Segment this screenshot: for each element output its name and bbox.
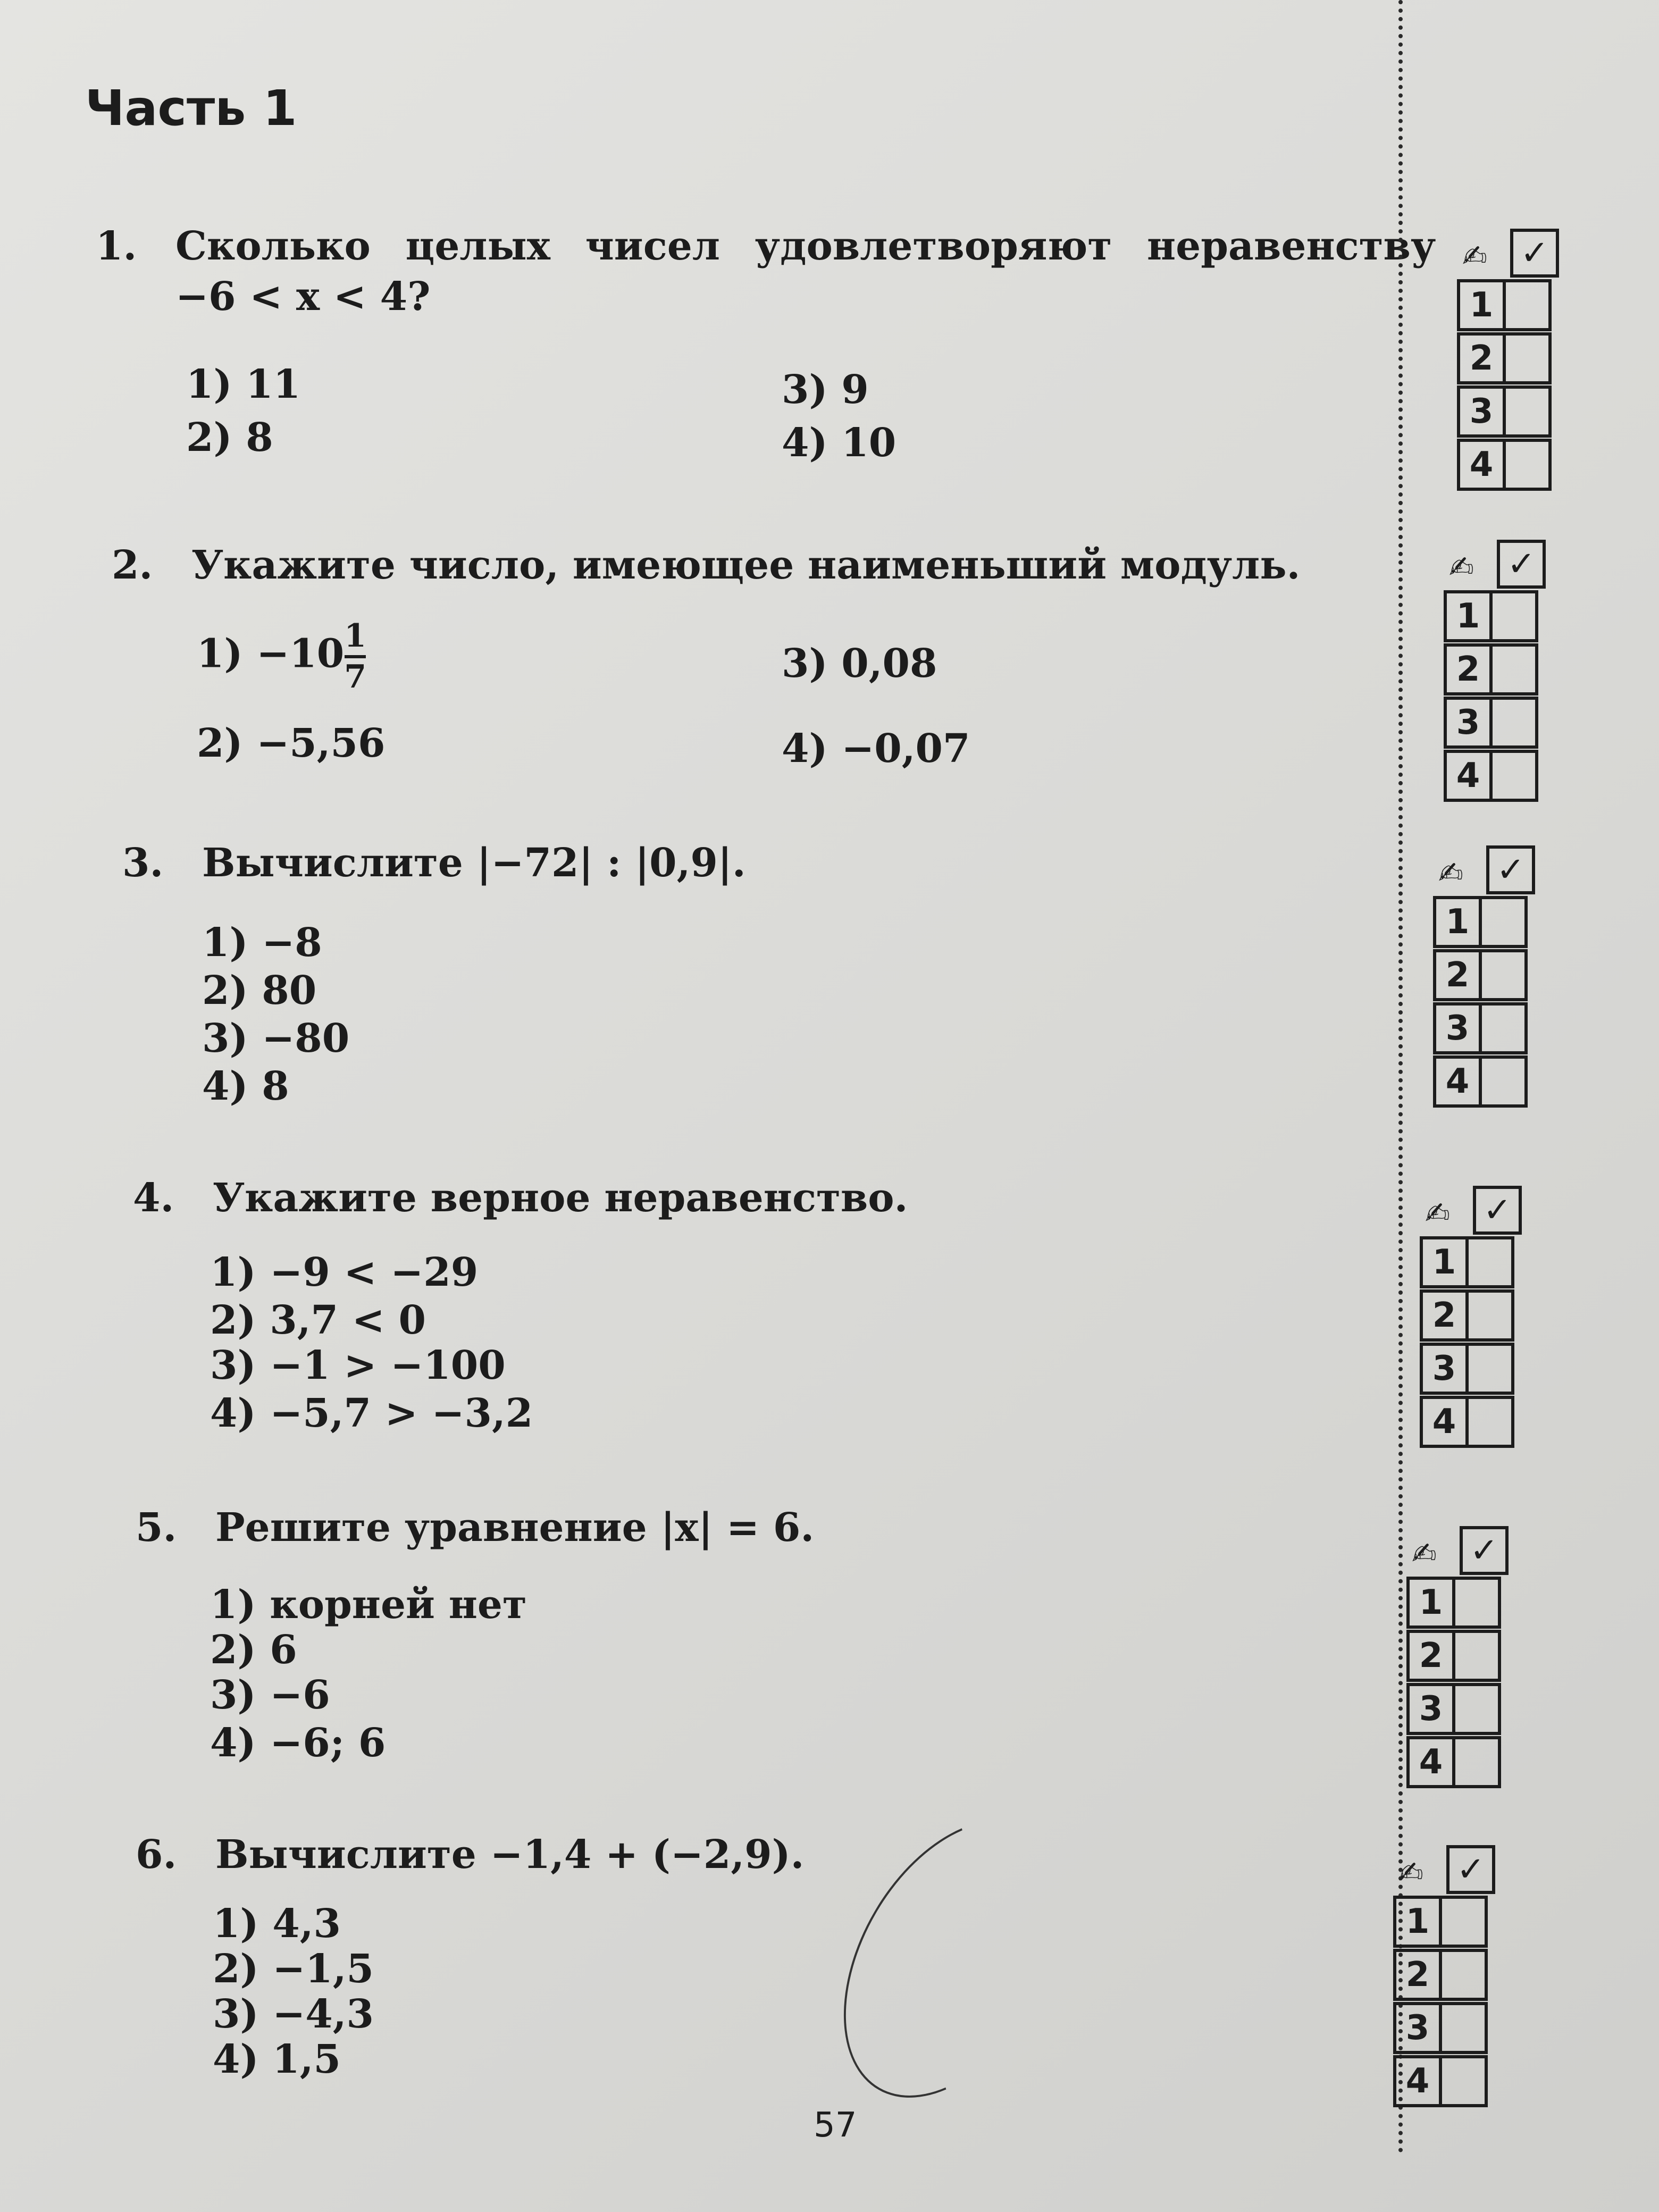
option-3[interactable]: 3) 0,08 — [782, 641, 937, 686]
question-text: Вычислите −1,4 + (−2,9). — [215, 1832, 805, 1878]
option-4[interactable]: 4) 8 — [202, 1063, 289, 1109]
question-text: Решите уравнение |x| = 6. — [215, 1505, 815, 1551]
answer-checkbox[interactable] — [1506, 439, 1552, 491]
answer-checkbox[interactable] — [1482, 949, 1528, 1001]
answer-label: 2 — [1433, 949, 1482, 1001]
answer-checkbox[interactable] — [1469, 1289, 1514, 1342]
answer-checkbox[interactable] — [1482, 896, 1528, 948]
fraction-denominator: 7 — [344, 658, 366, 696]
question-1 — [96, 223, 1436, 330]
answer-row — [1406, 1736, 1507, 1789]
answer-checkbox[interactable] — [1442, 2002, 1488, 2054]
answer-checkbox[interactable] — [1493, 590, 1538, 642]
question-5 — [136, 1505, 1359, 1558]
question-4 — [133, 1175, 1356, 1228]
answer-row — [1393, 2002, 1494, 2055]
pen-icon: ✍ — [1425, 1196, 1450, 1231]
answer-label: 4 — [1433, 1055, 1482, 1108]
answer-grid-header — [1420, 1186, 1521, 1236]
answer-label: 3 — [1406, 1683, 1455, 1735]
answer-row — [1444, 750, 1545, 803]
answer-grid-header — [1433, 845, 1534, 896]
answer-checkbox[interactable] — [1469, 1236, 1514, 1288]
option-3[interactable]: 3) 9 — [782, 367, 869, 413]
check-icon: ✓ — [1473, 1186, 1522, 1235]
question-text: Укажите верное неравенство. — [213, 1175, 908, 1221]
answer-checkbox[interactable] — [1506, 332, 1552, 384]
answer-label: 2 — [1444, 643, 1493, 696]
answer-checkbox[interactable] — [1506, 386, 1552, 438]
answer-checkbox[interactable] — [1469, 1396, 1514, 1448]
answer-row — [1457, 279, 1558, 332]
answer-checkbox[interactable] — [1482, 1002, 1528, 1054]
question-text: Сколько целых чисел удовлетворяют неравенству — [175, 223, 1436, 269]
part-title: Часть 1 — [85, 80, 297, 137]
answer-checkbox[interactable] — [1442, 2055, 1488, 2107]
answer-checkbox[interactable] — [1455, 1577, 1501, 1629]
option-2[interactable]: 2) 6 — [210, 1627, 297, 1673]
pen-icon: ✍ — [1438, 856, 1463, 891]
check-icon: ✓ — [1446, 1845, 1495, 1894]
answer-grid-header — [1457, 229, 1558, 279]
answer-grid-5 — [1406, 1526, 1507, 1789]
pen-icon: ✍ — [1462, 239, 1487, 274]
answer-label: 3 — [1393, 2002, 1442, 2054]
answer-grid-1 — [1457, 229, 1558, 492]
question-number: 6. — [136, 1832, 177, 1878]
answer-checkbox[interactable] — [1442, 1949, 1488, 2001]
fraction — [344, 619, 366, 694]
question-3 — [122, 840, 1345, 893]
answer-checkbox[interactable] — [1493, 697, 1538, 749]
check-icon: ✓ — [1510, 229, 1559, 278]
answer-row — [1420, 1343, 1521, 1396]
answer-label: 4 — [1420, 1396, 1469, 1448]
option-2[interactable]: 2) −1,5 — [213, 1946, 374, 1992]
option-1[interactable]: 1) 11 — [186, 362, 301, 407]
answer-row — [1420, 1289, 1521, 1343]
fraction-numerator: 1 — [344, 617, 366, 655]
question-number: 2. — [112, 542, 153, 588]
option-4[interactable]: 4) −5,7 > −3,2 — [210, 1390, 533, 1436]
answer-row — [1433, 1002, 1534, 1055]
answer-row — [1393, 1949, 1494, 2002]
answer-checkbox[interactable] — [1455, 1683, 1501, 1735]
answer-label: 4 — [1406, 1736, 1455, 1788]
answer-row — [1406, 1577, 1507, 1630]
answer-grid-2 — [1444, 540, 1545, 803]
answer-label: 3 — [1457, 386, 1506, 438]
cut-line-divider — [1398, 0, 1403, 2154]
option-1[interactable]: 1) корней нет — [210, 1582, 527, 1628]
option-2[interactable]: 2) 3,7 < 0 — [210, 1297, 426, 1343]
answer-grid-header — [1444, 540, 1545, 590]
answer-row — [1420, 1396, 1521, 1449]
answer-label: 1 — [1433, 896, 1482, 948]
answer-label: 2 — [1457, 332, 1506, 384]
answer-label: 4 — [1393, 2055, 1442, 2107]
answer-checkbox[interactable] — [1455, 1630, 1501, 1682]
answer-label: 3 — [1420, 1343, 1469, 1395]
answer-row — [1444, 590, 1545, 643]
answer-grid-4 — [1420, 1186, 1521, 1449]
answer-checkbox[interactable] — [1442, 1896, 1488, 1948]
answer-grid-6 — [1393, 1845, 1494, 2108]
answer-label: 2 — [1406, 1630, 1455, 1682]
question-text: Укажите число, имеющее наименьший модуль. — [191, 542, 1301, 588]
option-2[interactable]: 2) −5,56 — [197, 720, 386, 766]
option-4[interactable]: 4) −0,07 — [782, 726, 970, 772]
pen-icon: ✍ — [1398, 1856, 1423, 1890]
option-3[interactable]: 3) −1 > −100 — [210, 1343, 506, 1388]
answer-label: 2 — [1420, 1289, 1469, 1342]
answer-row — [1444, 697, 1545, 750]
answer-row — [1420, 1236, 1521, 1289]
option-1[interactable]: 1) 4,3 — [213, 1901, 341, 1947]
answer-row — [1433, 949, 1534, 1002]
check-icon: ✓ — [1460, 1526, 1509, 1575]
page-number: 57 — [814, 2106, 857, 2145]
check-icon: ✓ — [1497, 540, 1546, 589]
answer-label: 4 — [1457, 439, 1506, 491]
question-number: 1. — [96, 223, 137, 269]
answer-grid-header — [1406, 1526, 1507, 1577]
answer-row — [1406, 1630, 1507, 1683]
option-2[interactable]: 2) 8 — [186, 415, 273, 460]
option-4[interactable]: 4) −6; 6 — [210, 1720, 386, 1766]
answer-checkbox[interactable] — [1493, 750, 1538, 802]
question-number: 4. — [133, 1175, 174, 1221]
answer-grid-header — [1393, 1845, 1494, 1896]
answer-checkbox[interactable] — [1493, 643, 1538, 696]
question-number: 3. — [122, 840, 164, 886]
answer-row — [1457, 439, 1558, 492]
pen-icon: ✍ — [1412, 1537, 1437, 1571]
option-2[interactable]: 2) 80 — [202, 968, 317, 1013]
check-icon: ✓ — [1486, 845, 1535, 894]
pen-icon: ✍ — [1449, 550, 1474, 585]
answer-label: 1 — [1420, 1236, 1469, 1288]
answer-grid-3 — [1433, 845, 1534, 1109]
option-3[interactable]: 3) −4,3 — [213, 1991, 374, 2037]
question-6 — [136, 1832, 1359, 1885]
option-4[interactable]: 4) 10 — [782, 420, 896, 466]
answer-row — [1457, 332, 1558, 386]
answer-label: 1 — [1457, 279, 1506, 331]
answer-checkbox[interactable] — [1506, 279, 1552, 331]
answer-label: 1 — [1406, 1577, 1455, 1629]
option-1[interactable] — [197, 619, 366, 694]
question-text: Вычислите |−72| : |0,9|. — [202, 840, 746, 886]
answer-label: 3 — [1433, 1002, 1482, 1054]
option-3[interactable]: 3) −80 — [202, 1016, 350, 1061]
answer-row — [1393, 1896, 1494, 1949]
answer-checkbox[interactable] — [1455, 1736, 1501, 1788]
answer-row — [1433, 896, 1534, 949]
option-3[interactable]: 3) −6 — [210, 1672, 330, 1718]
question-number: 5. — [136, 1505, 177, 1551]
answer-label: 1 — [1444, 590, 1493, 642]
answer-row — [1457, 386, 1558, 439]
option-1-whole: 1) −10 — [197, 631, 345, 677]
option-1[interactable]: 1) −8 — [202, 920, 322, 966]
answer-row — [1393, 2055, 1494, 2108]
answer-row — [1433, 1055, 1534, 1109]
question-text-line-2: −6 < x < 4? — [175, 274, 431, 320]
answer-label: 3 — [1444, 697, 1493, 749]
answer-label: 2 — [1393, 1949, 1442, 2001]
option-4[interactable]: 4) 1,5 — [213, 2037, 341, 2082]
option-1[interactable]: 1) −9 < −29 — [210, 1250, 479, 1295]
answer-row — [1406, 1683, 1507, 1736]
answer-checkbox[interactable] — [1469, 1343, 1514, 1395]
question-2 — [112, 542, 1388, 596]
answer-label: 1 — [1393, 1896, 1442, 1948]
answer-checkbox[interactable] — [1482, 1055, 1528, 1108]
answer-row — [1444, 643, 1545, 697]
answer-label: 4 — [1444, 750, 1493, 802]
